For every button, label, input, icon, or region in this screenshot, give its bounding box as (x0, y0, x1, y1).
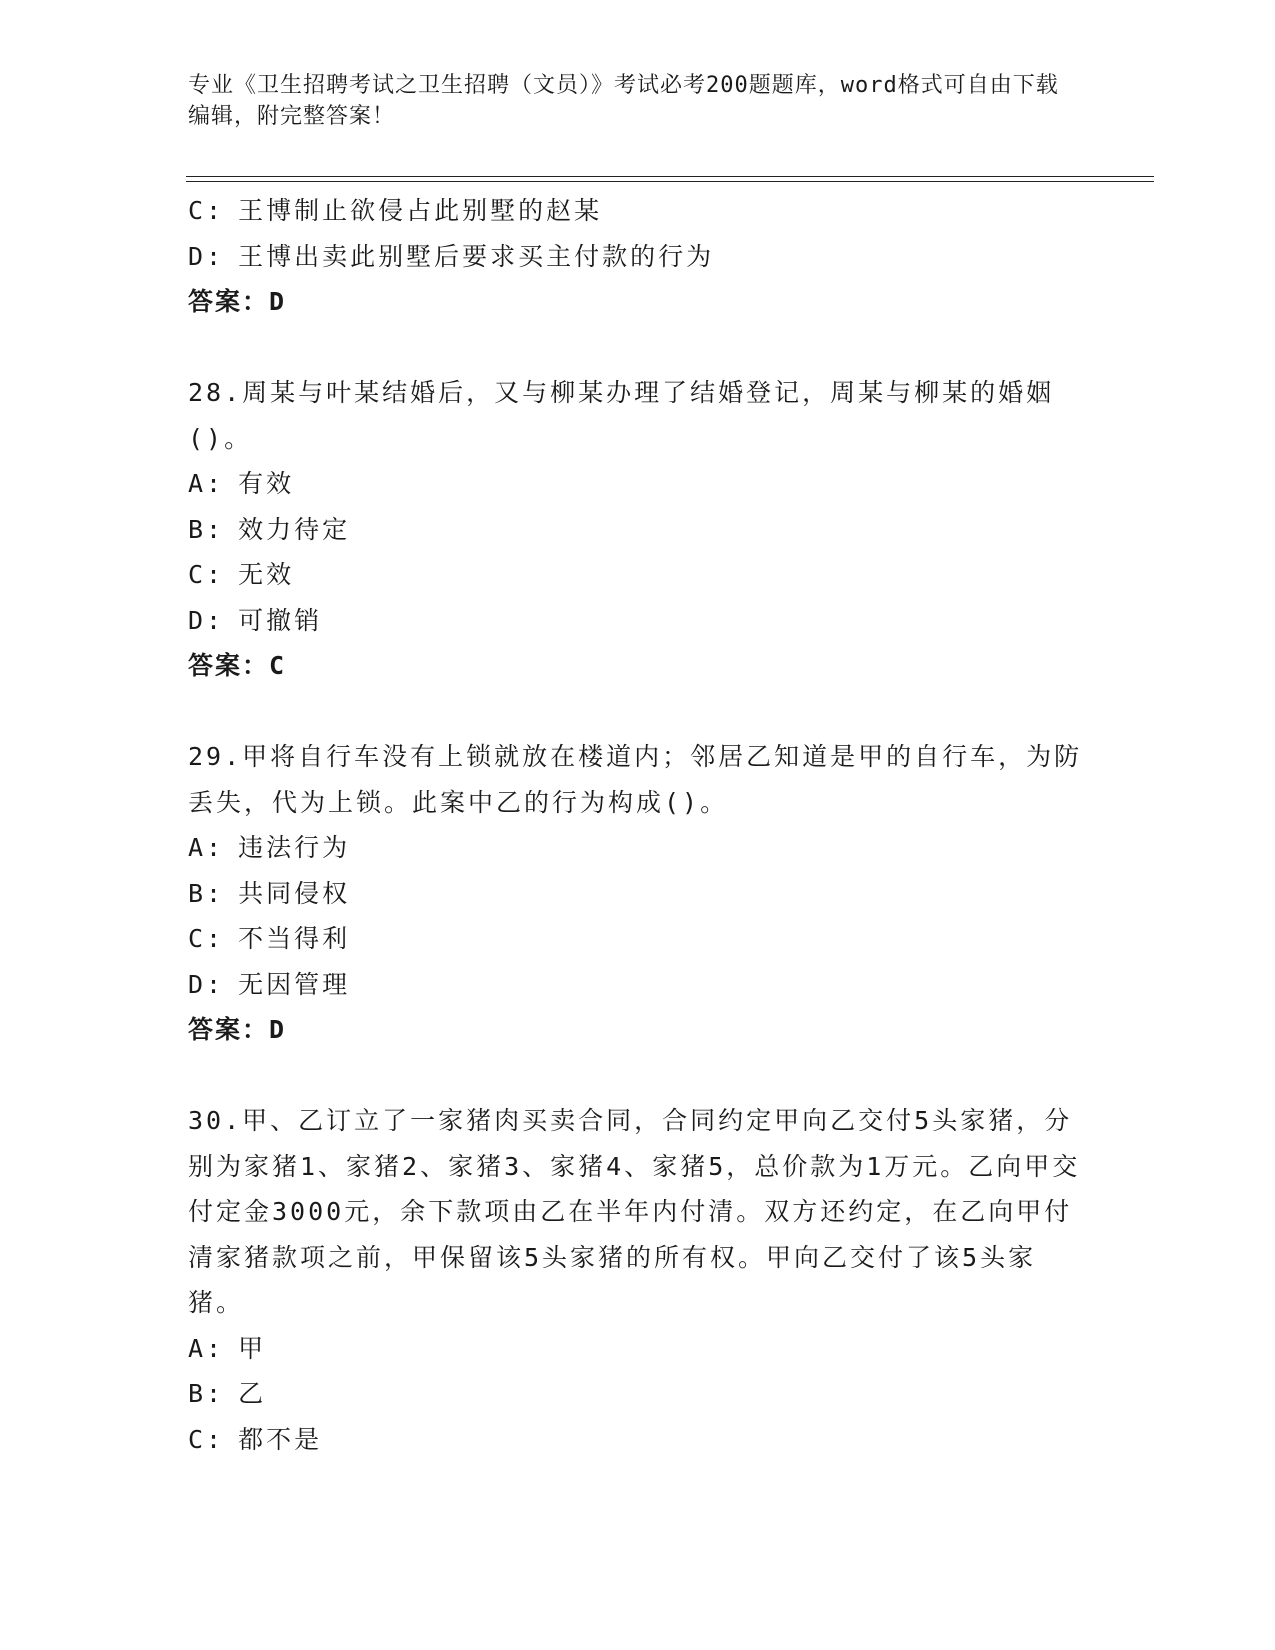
option-key: B: (188, 878, 225, 908)
answer-line: 答案：D (188, 1015, 287, 1044)
header-divider-top (186, 176, 1154, 177)
option-text: 不当得利 (238, 924, 351, 953)
question-stem: 28.周某与叶某结婚后，又与柳某办理了结婚登记，周某与柳某的婚姻()。 (188, 378, 1055, 453)
option-key: C: (188, 924, 225, 953)
question-content (188, 188, 1088, 1462)
option-text: 都不是 (238, 1424, 323, 1454)
option-text: 效力待定 (238, 514, 351, 544)
option-text: 无效 (238, 560, 295, 589)
option-key: B: (188, 514, 225, 544)
document-header: 专业《卫生招聘考试之卫生招聘（文员）》考试必考200题题库，word格式可自由下载编辑，附完整答案！ (188, 73, 1059, 129)
option-key: D: (188, 605, 225, 635)
option-text: 王博制止欲侵占此别墅的赵某 (238, 196, 603, 225)
option-line (188, 1417, 1088, 1463)
option-line (188, 598, 1088, 644)
option-line (188, 916, 1088, 962)
option-line (188, 552, 1088, 598)
option-key: C: (188, 1424, 225, 1454)
option-line (188, 188, 1088, 234)
option-text: 王博出卖此别墅后要求买主付款的行为 (238, 241, 715, 271)
question-stem: 30.甲、乙订立了一家猪肉买卖合同，合同约定甲向乙交付5头家猪，分别为家猪1、家猪2、家猪3、家猪4、家猪5，总价款为1万元。乙向甲交付定金3000元，余下款项由乙在半年内付清。双方还约定，在乙向甲付清家猪款项之前，甲保留该5头家猪的所有权。甲向乙交付了该5头家猪。 (188, 1106, 1081, 1317)
option-line (188, 461, 1088, 507)
option-text: 乙 (238, 1379, 267, 1408)
option-text: 甲 (238, 1333, 267, 1363)
option-key: C: (188, 196, 225, 225)
option-line (188, 234, 1088, 280)
option-line (188, 1371, 1088, 1417)
question-stem: 29.甲将自行车没有上锁就放在楼道内；邻居乙知道是甲的自行车，为防丢失，代为上锁。此案中乙的行为构成()。 (188, 742, 1083, 817)
option-text: 可撤销 (238, 605, 323, 635)
option-key: D: (188, 241, 225, 271)
option-key: C: (188, 560, 225, 589)
option-key: A: (188, 833, 225, 862)
option-line (188, 871, 1088, 917)
option-text: 违法行为 (238, 833, 351, 862)
answer-line: 答案：D (188, 287, 287, 316)
option-text: 有效 (238, 469, 295, 498)
option-line (188, 962, 1088, 1008)
header-divider-bottom (186, 181, 1154, 182)
option-key: A: (188, 1333, 225, 1363)
option-line (188, 507, 1088, 553)
option-line (188, 825, 1088, 871)
option-text: 无因管理 (238, 969, 351, 999)
option-text: 共同侵权 (238, 878, 351, 908)
option-key: B: (188, 1379, 225, 1408)
answer-line: 答案：C (188, 651, 287, 680)
option-line (188, 1326, 1088, 1372)
option-key: D: (188, 969, 225, 999)
option-key: A: (188, 469, 225, 498)
